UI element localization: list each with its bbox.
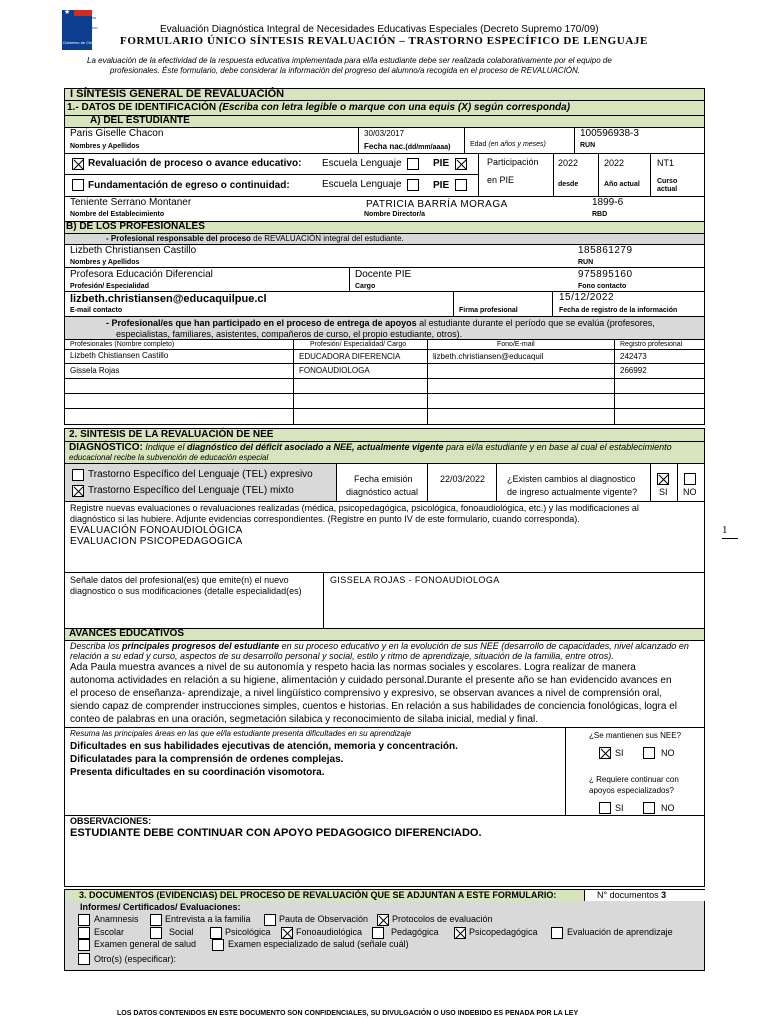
- doc-anamnesis-label: Anamnesis: [94, 914, 139, 924]
- difficulty-2: Dificulatades para la comprensión de ordenes complejas.: [70, 754, 344, 765]
- support-si-label: SI: [615, 803, 624, 813]
- advances-desc-2: relación a su edad y curso, aspectos de su desarrollo personal y social, estilo y ritmo de aprendizaje, situación de la familia, entre otros).: [70, 651, 614, 661]
- professional-email: lizbeth.christiansen@educaquilpue.cl: [70, 293, 267, 305]
- table-row-1-profession: EDUCADORA DIFERENCIA: [299, 352, 401, 361]
- doc-pedagogical-label: Pedagógica: [391, 927, 439, 937]
- changes-question-2: de ingreso actualmente vigente?: [507, 487, 638, 497]
- course-value: NT1: [657, 158, 675, 168]
- doc-social-label: Social: [169, 927, 194, 937]
- school-lang-checkbox-2[interactable]: [407, 179, 419, 191]
- maintain-no-checkbox[interactable]: [643, 747, 655, 759]
- doc-speech-checkbox[interactable]: [281, 927, 293, 939]
- professional-title: Profesora Educación Diferencial: [70, 269, 213, 280]
- changes-si-label: SI: [659, 487, 668, 497]
- school-lang-label-2: Escuela Lenguaje: [322, 179, 402, 190]
- age-label: Edad (en años y meses): [470, 141, 546, 148]
- maintain-si-label: SI: [615, 748, 624, 758]
- support-question-1: ¿ Requiere continuar con: [589, 775, 679, 784]
- year-now-label: Año actual: [604, 181, 640, 188]
- student-name: Paris Giselle Chacon: [70, 128, 164, 139]
- changes-no-label: NO: [683, 487, 697, 497]
- summary-note: Resuma las principales áreas en las que el/la estudiante presenta dificultades en su aprendizaje: [70, 729, 412, 738]
- school-lang-checkbox-1[interactable]: [407, 158, 419, 170]
- tel-expressive-checkbox[interactable]: [72, 469, 84, 481]
- register-instructions-2: diagnóstico si las hubiere. Adjunte evidencias correspondientes. (Registre en punto IV de este formulario, cuando corresponda).: [70, 514, 580, 524]
- pie-label-2: PIE: [433, 180, 450, 191]
- observations-value: ESTUDIANTE DEBE CONTINUAR CON APOYO PEDAGOGICO DIFERENCIADO.: [70, 827, 482, 839]
- header-title-2: FORMULARIO ÚNICO SÍNTESIS REVALUACIÓN – TRASTORNO ESPECÍFICO DE LENGUAJE: [120, 35, 648, 47]
- professional-role-label: Cargo: [355, 283, 376, 290]
- signal-label-1: Señale datos del profesional(es) que emite(n) el nuevo: [70, 575, 289, 585]
- signature-label: Firma profesional: [459, 307, 518, 314]
- table-row-1-name: Lizbeth Chistiansen Castillo: [70, 351, 169, 360]
- emission-label-2: diagnóstico actual: [346, 487, 419, 497]
- doc-psychological-checkbox[interactable]: [210, 927, 222, 939]
- professional-run: 185861279: [578, 245, 633, 256]
- section2-title: 2. SÍNTESIS DE LA REVALUACIÓN DE NEE: [69, 429, 274, 440]
- advances-desc-1: Describa los principales progresos del estudiante en su proceso educativo y en la evolución de sus NEE (desarrollo de capacidades, nivel alcanzado en: [70, 641, 689, 651]
- changes-no-checkbox[interactable]: [684, 473, 696, 485]
- table-header-register: Registro profesional: [620, 341, 683, 348]
- support-si-checkbox[interactable]: [599, 802, 611, 814]
- professional-phone: 975895160: [578, 269, 633, 280]
- advances-line-1: Ada Paula muestra avances a nivel de su autonomía y respeto hacia las normas sociales y escolares. Logra realizar de manera: [70, 662, 636, 673]
- documents-count: N° documentos 3: [597, 890, 667, 900]
- professional-run-label: RUN: [578, 259, 594, 266]
- table-row-1-register: 242473: [620, 352, 647, 361]
- logo-star-icon: ★: [64, 9, 71, 16]
- doc-social-checkbox[interactable]: [150, 927, 162, 939]
- intro-line-1: La evaluación de la efectividad de la respuesta educativa implementada para el/la estudiante debe ser realizada colaborativamente por el equipo de: [87, 56, 612, 65]
- director-label: Nombre Director/a: [364, 211, 426, 218]
- table-row-2-profession: FONOAUDIOLOGA: [299, 366, 370, 375]
- doc-general-health-label: Examen general de salud: [94, 939, 197, 949]
- professional-name: Lizbeth Christiansen Castillo: [70, 245, 197, 256]
- establishment-label: Nombre del Establecimiento: [70, 211, 165, 218]
- intro-line-2: profesionales. Éste formulario, debe considerar la información del progreso del alumno/a recogida en el proceso de REVALUACIÓN.: [110, 66, 581, 75]
- doc-anamnesis-checkbox[interactable]: [78, 914, 90, 926]
- professional-title-label: Profesión/ Especialidad: [70, 283, 149, 290]
- professionals-section-title: B) DE LOS PROFESIONALES: [66, 221, 205, 232]
- doc-general-health-checkbox[interactable]: [78, 939, 90, 951]
- confidentiality-footer: LOS DATOS CONTENIDOS EN ESTE DOCUMENTO SON CONFIDENCIALES, SU DIVULGACIÓN O USO INDEBIDO ES PENADA POR LA LEY: [117, 1010, 579, 1017]
- tel-mixed-label: Trastorno Específico del Lenguaje (TEL) mixto: [88, 485, 294, 496]
- table-header-name: Profesionales (Nombre completo): [70, 341, 175, 348]
- table-header-profession: Profesión/ Especialidad/ Cargo: [310, 341, 407, 348]
- tel-expressive-label: Trastorno Específico del Lenguaje (TEL) expresivo: [88, 469, 313, 480]
- doc-school-label: Escolar: [94, 927, 125, 937]
- register-instructions-1: Registre nuevas evaluaciones o revaluaciones realizadas (médica, psicopedagógica, psicológica, fonoaudiológica, etc.) y las modificaciones al: [70, 503, 639, 513]
- section1-subtitle: 1.- DATOS DE IDENTIFICACIÓN (Escriba con letra legible o marque con una equis (X) según corresponda): [67, 102, 571, 113]
- professional-role: Docente PIE: [355, 269, 412, 280]
- section3-title: 3. DOCUMENTOS (EVIDENCIAS) DEL PROCESO DE REVALUACIÓN QUE SE ADJUNTAN A ESTE FORMULARIO:: [79, 890, 557, 900]
- maintain-question: ¿Se mantienen sus NEE?: [589, 731, 682, 740]
- maintain-si-checkbox[interactable]: [599, 747, 611, 759]
- logo-text: Ministerio de Educación: [79, 15, 98, 30]
- table-row-2-name: Gissela Rojas: [70, 366, 120, 375]
- page-number: 1: [722, 524, 728, 536]
- doc-other-checkbox[interactable]: [78, 953, 90, 965]
- doc-speech-label: Fonoaudiológica: [296, 927, 363, 937]
- en-pie-label: en PIE: [487, 175, 515, 185]
- advances-title: AVANCES EDUCATIVOS: [69, 628, 185, 639]
- header-title-1: Evaluación Diagnóstica Integral de Necesidades Educativas Especiales (Decreto Supremo 170/09): [160, 24, 599, 35]
- support-question-2: apoyos especializados?: [589, 786, 674, 795]
- doc-learning-eval-checkbox[interactable]: [551, 927, 563, 939]
- doc-observation-checkbox[interactable]: [264, 914, 276, 926]
- signal-value: GISSELA ROJAS - FONOAUDIOLOGA: [330, 575, 500, 585]
- advances-line-3: el proceso de enseñanza- aprendizaje, a nivel lingüístico comprensivo y expresivo, se observan avances a nivel de comprensión oral,: [70, 688, 662, 699]
- school-lang-label-1: Escuela Lenguaje: [322, 158, 402, 169]
- doc-special-health-label: Examen especializado de salud (señale cuál): [228, 939, 409, 949]
- evaluation-1: EVALUACIÓN FONOAUDIOLÓGICA: [70, 525, 243, 536]
- responsible-label: - Profesional responsable del proceso de REVALUACIÓN integral del estudiante.: [106, 234, 404, 243]
- doc-protocols-label: Protocolos de evaluación: [392, 914, 493, 924]
- birth-date: 30/03/2017: [364, 129, 405, 138]
- section1-title: I SÍNTESIS GENERAL DE REVALUACIÓN: [70, 88, 285, 100]
- difficulty-1: Dificultades en sus habilidades ejecutivas de atención, memoria y concentración.: [70, 741, 458, 752]
- student-section-title: A) DEL ESTUDIANTE: [90, 115, 190, 126]
- observations-label: OBSERVACIONES:: [70, 816, 152, 826]
- support-no-checkbox[interactable]: [643, 802, 655, 814]
- table-header-phone: Fono/E-mail: [497, 341, 535, 348]
- doc-psychopedagogical-label: Psicopedagógica: [469, 927, 538, 937]
- professional-phone-label: Fono contacto: [578, 283, 627, 290]
- pie-checkbox-1[interactable]: [455, 158, 467, 170]
- doc-learning-eval-label: Evaluación de aprendizaje: [567, 927, 673, 937]
- fund-label: Fundamentación de egreso o continuidad:: [88, 180, 290, 191]
- doc-observation-label: Pauta de Observación: [279, 914, 369, 924]
- participation-label: Participación: [487, 157, 539, 167]
- fund-checkbox[interactable]: [72, 179, 84, 191]
- doc-other-label: Otro(s) (especificar):: [94, 954, 177, 964]
- eval-process-checkbox[interactable]: [72, 158, 84, 170]
- doc-protocols-checkbox[interactable]: [377, 914, 389, 926]
- logo-sub: Gobierno de Chile: [63, 40, 96, 45]
- course-label-1: Curso: [657, 178, 678, 185]
- doc-special-health-checkbox[interactable]: [212, 939, 224, 951]
- registration-date: 15/12/2022: [559, 292, 615, 303]
- table-row-1-contact: lizbeth.christiansen@educaquil: [433, 352, 544, 361]
- year-from: 2022: [558, 158, 579, 168]
- participants-label-2: especialistas, familiares, asistentes, compañeros de curso, el propio estudiante, otros).: [116, 329, 463, 339]
- changes-si-checkbox[interactable]: [657, 473, 669, 485]
- professional-email-label: E-mail contacto: [70, 307, 123, 314]
- student-name-label: Nombres y Apellidos: [70, 143, 140, 150]
- year-now: 2022: [604, 158, 625, 168]
- professional-name-label: Nombres y Apellidos: [70, 259, 140, 266]
- eval-process-label: Revaluación de proceso o avance educativo:: [88, 158, 302, 169]
- rbd-value: 1899-6: [592, 197, 624, 208]
- tel-mixed-checkbox[interactable]: [72, 485, 84, 497]
- advances-line-4: siendo capaz de comprender instrucciones simples, cuentos e historias. En relación a sus habilidades de conciencia fonológicas, logra el: [70, 701, 678, 712]
- evaluation-2: EVALUACION PSICOPEDAGOGICA: [70, 536, 243, 547]
- course-label-2: actual: [657, 186, 678, 193]
- birth-label: Fecha nac.(dd/mm/aaaa): [364, 142, 451, 151]
- signal-label-2: diagnostico o sus modificaciones (detalle especialidad(es): [70, 586, 302, 596]
- doc-family-interview-label: Entrevista a la familia: [165, 914, 251, 924]
- doc-family-interview-checkbox[interactable]: [150, 914, 162, 926]
- ministry-logo: [62, 9, 98, 50]
- doc-psychopedagogical-checkbox[interactable]: [454, 927, 466, 939]
- table-row-2-register: 266992: [620, 366, 647, 375]
- difficulty-3: Presenta dificultades en su coordinación visomotora.: [70, 767, 325, 778]
- participants-label-1: - Profesional/es que han participado en el proceso de entrega de apoyos al estudiante durante el período que se evalúa (profesores,: [106, 318, 655, 328]
- emission-label-1: Fecha emisión: [354, 474, 413, 484]
- doc-school-checkbox[interactable]: [78, 927, 90, 939]
- establishment-name: Teniente Serrano Montaner: [70, 197, 192, 208]
- registration-date-label: Fecha de registro de la información: [559, 307, 678, 314]
- advances-line-5: conteo de palabras en una oración, segmetación silabica y reconocimiento de silaba inicial, medial y final.: [70, 714, 539, 725]
- emission-date: 22/03/2022: [440, 474, 486, 484]
- changes-question-1: ¿Existen cambios al diagnostico: [507, 474, 636, 484]
- pie-checkbox-2[interactable]: [455, 179, 467, 191]
- diagnosis-note-2: educacional recibe la subvención de educación especial: [69, 453, 269, 462]
- diagnosis-note-1: DIAGNÓSTICO: Indique el diagnóstico del déficit asociado a NEE, actualmente vigente para el/la estudiante y en base al cual el establecimiento: [69, 442, 672, 453]
- student-run: 100596938-3: [580, 128, 639, 139]
- pie-label-1: PIE: [433, 158, 450, 169]
- reports-label: Informes/ Certificados/ Evaluaciones:: [80, 902, 241, 912]
- advances-line-2: autonoma actividades en relación a su higiene, alimentación y cuidado personal.Durante el presente año se han evidencido avances en: [70, 675, 672, 686]
- run-label: RUN: [580, 142, 596, 149]
- maintain-no-label: NO: [661, 748, 675, 758]
- doc-psychological-label: Psicológica: [225, 927, 271, 937]
- director-name: PATRICIA BARRÍA MORAGA: [366, 199, 508, 210]
- rbd-label: RBD: [592, 211, 608, 218]
- support-no-label: NO: [661, 803, 675, 813]
- from-label: desde: [558, 181, 579, 188]
- doc-pedagogical-checkbox[interactable]: [372, 927, 384, 939]
